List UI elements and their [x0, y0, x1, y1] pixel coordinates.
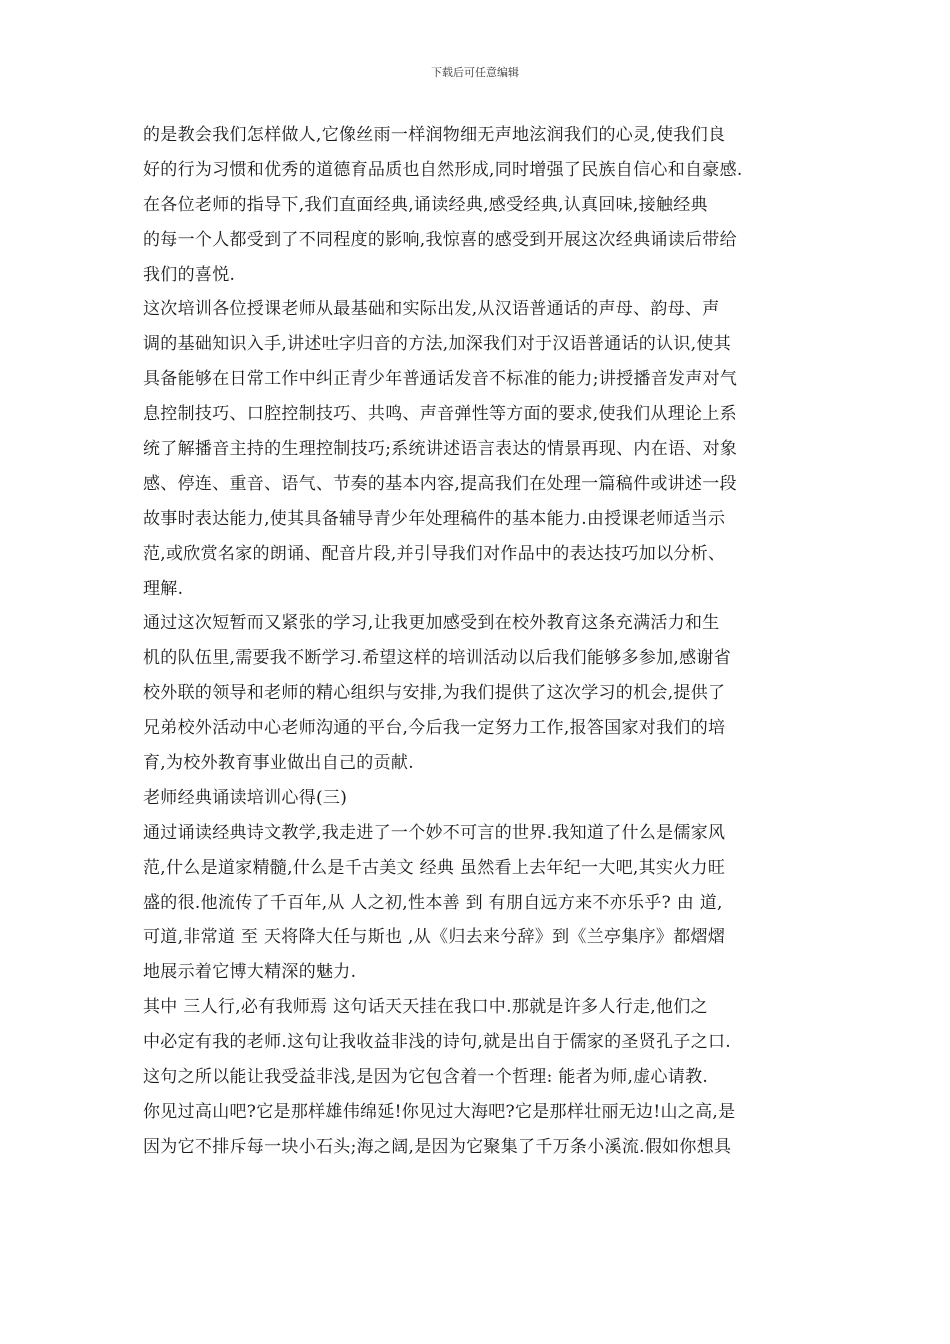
text-line: 你见过高山吧?它是那样雄伟绵延!你见过大海吧?它是那样壮丽无边!山之高,是 [143, 1101, 736, 1122]
page-header: 下载后可任意编辑 [431, 66, 519, 79]
text-line: 在各位老师的指导下,我们直面经典,诵读经典,感受经典,认真回味,接触经典 [143, 194, 708, 215]
text-line: 故事时表达能力,使其具备辅导青少年处理稿件的基本能力.由授课老师适当示 [143, 508, 726, 529]
text-line: 感、停连、重音、语气、节奏的基本内容,提高我们在处理一篇稿件或讲述一段 [143, 473, 737, 494]
text-line: 老师经典诵读培训心得(三) [143, 787, 348, 808]
text-line: 好的行为习惯和优秀的道德育品质也自然形成,同时增强了民族自信心和自豪感. [143, 159, 743, 180]
text-line: 通过诵读经典诗文教学,我走进了一个妙不可言的世界.我知道了什么是儒家风 [143, 822, 726, 843]
text-line: 这次培训各位授课老师从最基础和实际出发,从汉语普通话的声母、韵母、声 [143, 299, 720, 320]
text-line: 盛的很.他流传了千百年,从 人之初,性本善 到 有朋自远方来不亦乐乎? 由 道, [143, 892, 723, 913]
text-line: 通过这次短暂而又紧张的学习,让我更加感受到在校外教育这条充满活力和生 [143, 613, 720, 634]
text-line: 的是教会我们怎样做人,它像丝雨一样润物细无声地泫润我们的心灵,使我们良 [143, 125, 726, 145]
text-line: 理解. [143, 578, 184, 599]
text-line: 校外联的领导和老师的精心组织与安排,为我们提供了这次学习的机会,提供了 [143, 683, 726, 704]
text-line: 统了解播音主持的生理控制技巧;系统讲述语言表达的情景再现、内在语、对象 [143, 439, 738, 460]
text-line: 兄弟校外活动中心老师沟通的平台,今后我一定努力工作,报答国家对我们的培 [143, 718, 726, 739]
text-line: 育,为校外教育事业做出自己的贡献. [143, 753, 414, 774]
text-line: 我们的喜悦. [143, 264, 236, 285]
text-line: 的每一个人都受到了不同程度的影响,我惊喜的感受到开展这次经典诵读后带给 [143, 229, 737, 250]
text-line: 机的队伍里,需要我不断学习.希望这样的培训活动以后我们能够多参加,感谢省 [143, 648, 732, 669]
text-line: 其中 三人行,必有我师焉 这句话天天挂在我口中.那就是许多人行走,他们之 [143, 997, 708, 1018]
text-line: 地展示着它博大精深的魅力. [143, 962, 357, 983]
text-line: 因为它不排斥每一块小石头;海之阔,是因为它聚集了千万条小溪流.假如你想具 [143, 1136, 732, 1157]
text-line: 具备能够在日常工作中纠正青少年普通话发音不标准的能力;讲授播音发声对气 [143, 369, 738, 390]
text-line: 范,什么是道家精髓,什么是千古美文 经典 虽然看上去年纪一大吧,其实火力旺 [143, 857, 726, 878]
text-line: 范,或欣赏名家的朗诵、配音片段,并引导我们对作品中的表达技巧加以分析、 [143, 543, 726, 564]
document-body [143, 118, 823, 1165]
text-line: 可道,非常道 至 天将降大任与斯也 ,从《归去来兮辞》到《兰亭集序》都熠熠 [143, 927, 726, 948]
text-line: 调的基础知识入手,讲述吐字归音的方法,加深我们对于汉语普通话的认识,使其 [143, 334, 732, 355]
text-line: 中必定有我的老师.这句让我收益非浅的诗句,就是出自于儒家的圣贤孔子之口. [143, 1032, 732, 1053]
text-line: 这句之所以能让我受益非浅,是因为它包含着一个哲理: 能者为师,虚心请教. [143, 1067, 709, 1088]
text-line: 息控制技巧、口腔控制技巧、共鸣、声音弹性等方面的要求,使我们从理论上系 [143, 404, 737, 425]
